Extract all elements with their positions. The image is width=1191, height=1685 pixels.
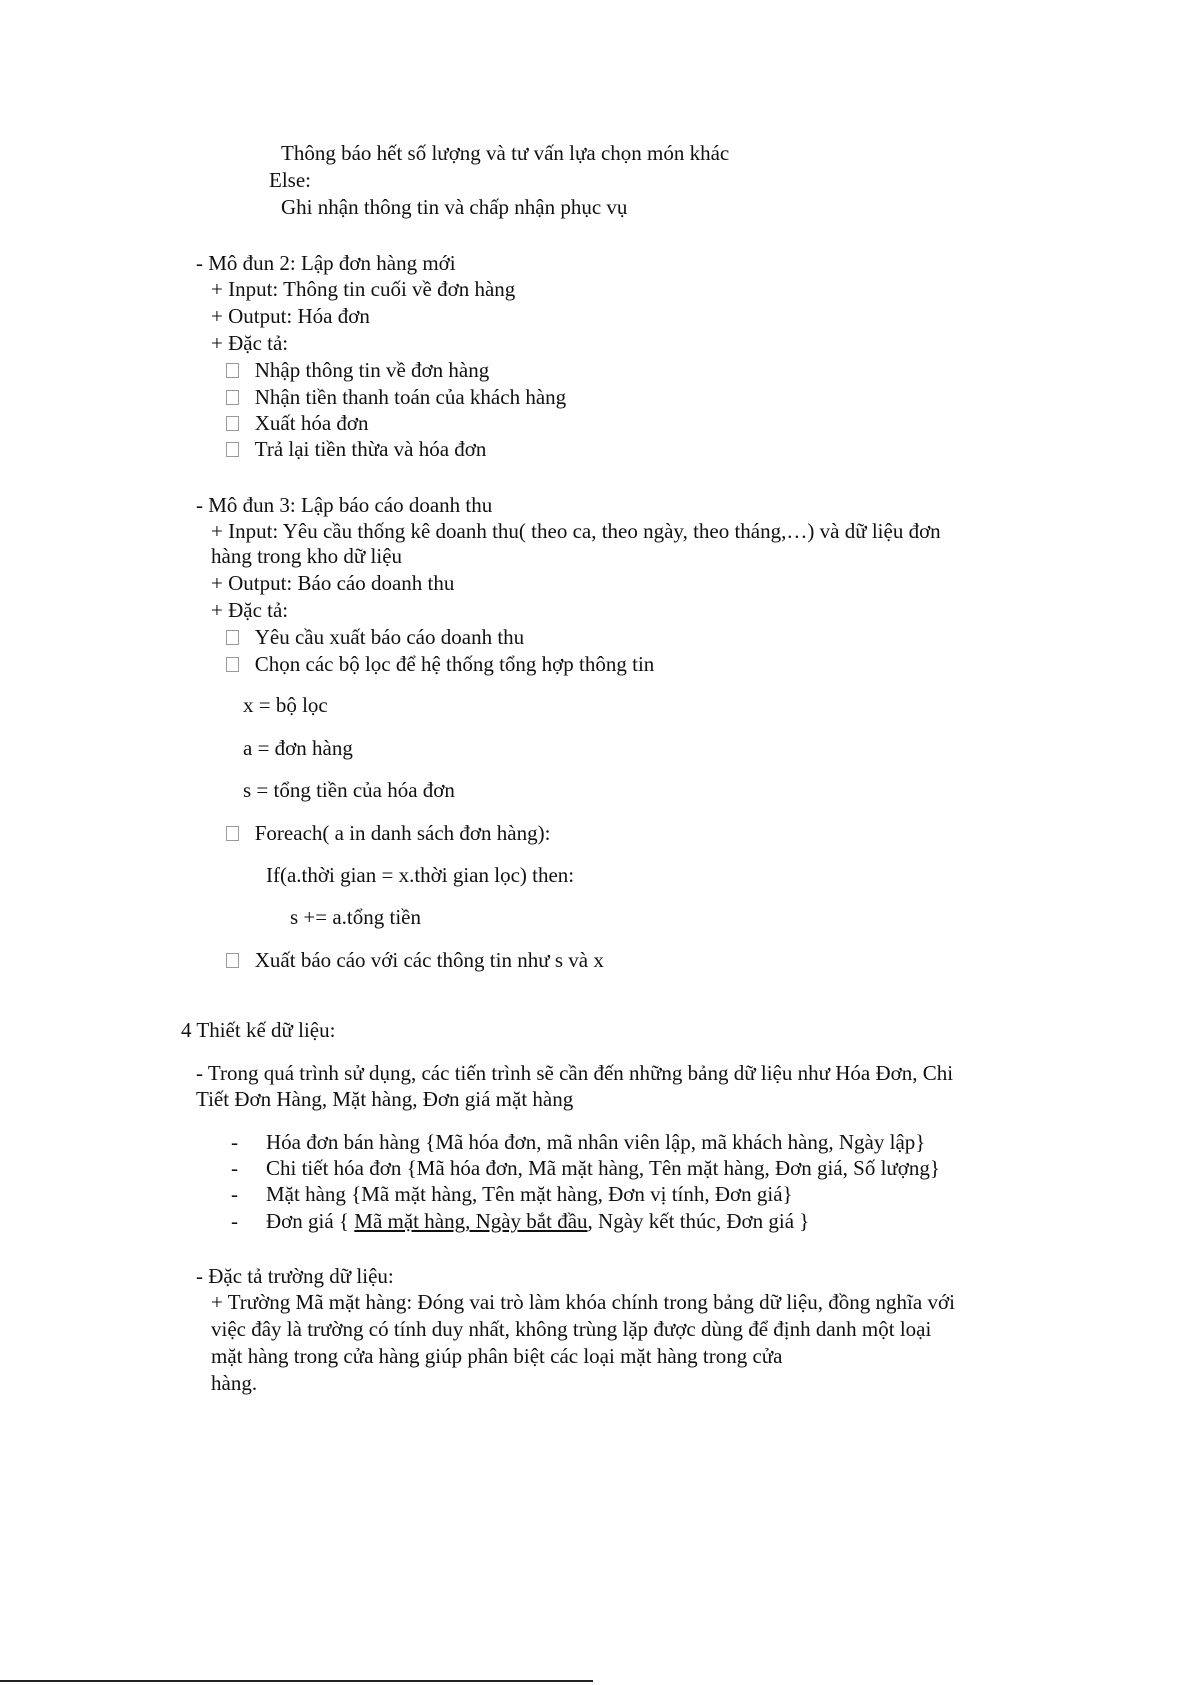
price-table-suffix: , Ngày kết thúc, Đơn giá } — [587, 1209, 810, 1233]
variable-s: s = tổng tiền của hóa đơn — [243, 778, 455, 802]
table-bullet: - — [231, 1156, 238, 1180]
variable-a: a = đơn hàng — [243, 736, 353, 760]
list-item — [226, 436, 486, 462]
module-2-input: + Input: Thông tin cuối về đơn hàng — [211, 277, 516, 301]
table-definition: Mặt hàng {Mã mặt hàng, Tên mặt hàng, Đơn vị tính, Đơn giá} — [266, 1182, 793, 1206]
table-definition: Hóa đơn bán hàng {Mã hóa đơn, mã nhân viên lập, mã khách hàng, Ngày lập} — [266, 1130, 926, 1154]
field-spec-text: hàng. — [211, 1371, 258, 1395]
checkbox-icon — [226, 826, 239, 841]
checkbox-icon — [226, 630, 239, 645]
module-3-input: + Input: Yêu cầu thống kê doanh thu( theo ca, theo ngày, theo tháng,…) và dữ liệu đơn — [211, 519, 941, 543]
section-heading: 4 Thiết kế dữ liệu: — [181, 1018, 336, 1042]
module-2-output: + Output: Hóa đơn — [211, 304, 370, 328]
pseudocode-else: Else: — [269, 168, 311, 192]
variable-x: x = bộ lọc — [243, 693, 328, 717]
list-item — [226, 820, 550, 846]
foreach-line: Foreach( a in danh sách đơn hàng): — [254, 821, 551, 845]
list-item — [226, 624, 524, 650]
pseudocode-line: Thông báo hết số lượng và tư vấn lựa chọn món khác — [281, 141, 730, 165]
price-table-keys: Mã mặt hàng, Ngày bắt đầu — [354, 1209, 588, 1233]
field-spec-text: mặt hàng trong cửa hàng giúp phân biệt các loại mặt hàng trong cửa — [211, 1344, 783, 1368]
list-item — [226, 410, 369, 436]
list-item — [226, 384, 566, 410]
step-text: Nhận tiền thanh toán của khách hàng — [254, 385, 567, 409]
step-text: Yêu cầu xuất báo cáo doanh thu — [254, 625, 525, 649]
module-3-spec: + Đặc tả: — [211, 598, 289, 622]
field-spec-text: + Trường Mã mặt hàng: Đóng vai trò làm khóa chính trong bảng dữ liệu, đồng nghĩa với — [211, 1290, 955, 1314]
checkbox-icon — [226, 363, 239, 378]
list-item — [226, 947, 604, 973]
checkbox-icon — [226, 953, 239, 968]
module-2-spec: + Đặc tả: — [211, 331, 289, 355]
checkbox-icon — [226, 657, 239, 672]
step-text: Chọn các bộ lọc để hệ thống tổng hợp thông tin — [254, 652, 655, 676]
checkbox-icon — [226, 390, 239, 405]
table-bullet: - — [231, 1182, 238, 1206]
step-text: Trả lại tiền thừa và hóa đơn — [254, 437, 487, 461]
list-item — [226, 651, 654, 677]
table-definition: Chi tiết hóa đơn {Mã hóa đơn, Mã mặt hàng, Tên mặt hàng, Đơn giá, Số lượng} — [266, 1156, 940, 1180]
module-2-title: - Mô đun 2: Lập đơn hàng mới — [196, 251, 456, 275]
module-3-title: - Mô đun 3: Lập báo cáo doanh thu — [196, 493, 493, 517]
sum-line: s += a.tổng tiền — [290, 905, 422, 929]
pseudocode-line: Ghi nhận thông tin và chấp nhận phục vụ — [281, 195, 628, 219]
table-definition — [266, 1208, 809, 1234]
section-intro: - Trong quá trình sử dụng, các tiến trình sẽ cần đến những bảng dữ liệu như Hóa Đơn, Chi — [196, 1061, 954, 1085]
checkbox-icon — [226, 416, 239, 431]
step-text: Nhập thông tin về đơn hàng — [254, 358, 490, 382]
price-table-prefix: Đơn giá { — [266, 1209, 355, 1233]
step-text: Xuất hóa đơn — [254, 411, 369, 435]
module-3-input-cont: hàng trong kho dữ liệu — [211, 544, 403, 568]
field-spec-title: - Đặc tả trường dữ liệu: — [196, 1264, 394, 1288]
footer-rule — [0, 1680, 593, 1682]
list-item — [226, 357, 489, 383]
if-line: If(a.thời gian = x.thời gian lọc) then: — [266, 863, 575, 887]
checkbox-icon — [226, 442, 239, 457]
module-3-output: + Output: Báo cáo doanh thu — [211, 571, 455, 595]
section-intro-cont: Tiết Đơn Hàng, Mặt hàng, Đơn giá mặt hàng — [196, 1087, 574, 1111]
step-text: Xuất báo cáo với các thông tin như s và x — [254, 948, 604, 972]
table-bullet: - — [231, 1130, 238, 1154]
table-bullet: - — [231, 1209, 238, 1233]
field-spec-text: việc đây là trường có tính duy nhất, không trùng lặp được dùng để định danh một loại — [211, 1317, 932, 1341]
